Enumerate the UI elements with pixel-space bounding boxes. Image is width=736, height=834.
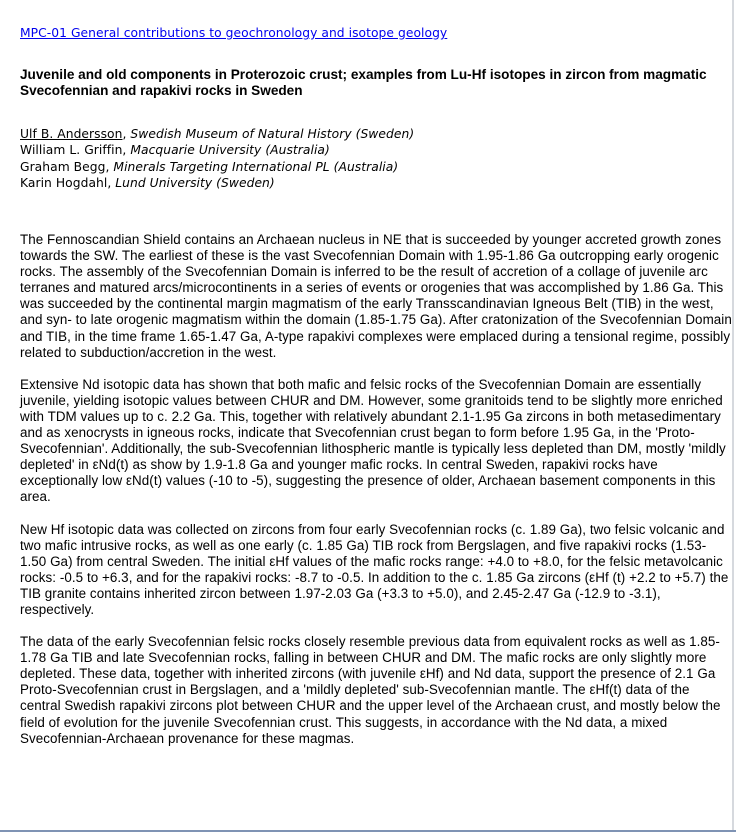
abstract-paragraph: The Fennoscandian Shield contains an Archaean nucleus in NE that is succeeded by younger accreted growth zones towards the SW. The earliest of these is the vast Svecofennian Domain with 1.95-1.86 Ga outcropping early orogenic rocks. The assembly of the Svecofennian Domain is inferred to be the result of accretion of a collage of juvenile arc terranes and matured arcs/microcontinents in a series of events or orogenies that was accomplished by 1.86 Ga. This was succeeded by the continental margin magmatism of the early Transscandinavian Igneous Belt (TIB) in the west, and syn- to late orogenic magmatism within the domain (1.85-1.75 Ga). After cratonization of the Svecofennian Domain and TIB, in the time frame 1.65-1.47 Ga, A-type rapakivi complexes were emplaced during a tensional regime, possibly related to subduction/accretion in the west. (20, 232, 732, 360)
author-entry (20, 175, 414, 191)
author-name-presenting: Ulf B. Andersson (20, 127, 123, 141)
abstract-body (20, 232, 732, 763)
author-entry (20, 126, 414, 142)
author-affiliation: Minerals Targeting International PL (Australia) (113, 159, 399, 174)
author-affiliation: Macquarie University (Australia) (130, 143, 330, 158)
author-name: Karin Hogdahl (20, 175, 108, 190)
abstract-title: Juvenile and old components in Proterozoic crust; examples from Lu-Hf isotopes in zircon from magmatic Svecofennian and rapakivi rocks in Sweden (20, 67, 707, 98)
author-name: William L. Griffin (20, 143, 123, 158)
author-affiliation: Swedish Museum of Natural History (Sweden) (130, 127, 415, 141)
author-separator: , (122, 127, 131, 141)
author-entry (20, 159, 414, 175)
author-separator: , (122, 143, 131, 158)
abstract-paragraph: New Hf isotopic data was collected on zircons from four early Svecofennian rocks (c. 1.89 Ga), two felsic volcanic and two mafic intrusive rocks, as well as one early (c. 1.85 Ga) TIB rock from Bergslagen, and five rapakivi rocks (1.53-1.50 Ga) from central Sweden. The initial εHf values of the mafic rocks range: +4.0 to +8.0, for the felsic metavolcanic rocks: -0.5 to +6.3, and for the rapakivi rocks: -8.7 to -0.5. In addition to the c. 1.85 Ga zircons (εHf (t) +2.2 to +5.7) the TIB granite contains inherited zircon between 1.97-2.03 Ga (+3.3 to +5.0), and 2.45-2.47 Ga (-12.9 to -3.1), respectively. (20, 521, 729, 617)
author-separator: , (107, 175, 116, 190)
abstract-paragraph: Extensive Nd isotopic data has shown that both mafic and felsic rocks of the Svecofennian Domain are essentially juvenile, yielding isotopic values between CHUR and DM. However, some granitoids tend to be slightly more enriched with TDM values up to c. 2.2 Ga. This, together with relatively abundant 2.1-1.95 Ga zircons in both metasedimentary and as xenocrysts in igneous rocks, indicate that Svecofennian crust began to form before 1.95 Ga, in the 'Proto-Svecofennian'. Additionally, the sub-Svecofennian lithospheric mantle is typically less depleted than DM, mostly 'mildly depleted' in εNd(t) as show by 1.9-1.8 Ga and younger mafic rocks. In central Sweden, rapakivi rocks have exceptionally low εNd(t) values (-10 to -5), suggesting the presence of older, Archaean basement components in this area. (20, 376, 726, 505)
bottom-divider (0, 830, 736, 832)
abstract-paragraph: The data of the early Svecofennian felsic rocks closely resemble previous data from equivalent rocks as well as 1.85-1.78 Ga TIB and late Svecofennian rocks, falling in between CHUR and DM. The mafic rocks are only slightly more depleted. These data, together with inherited zircons (with juvenile εHf) and Nd data, support the presence of 2.1 Ga Proto-Svecofennian crust in Bergslagen, and a 'mildly depleted' sub-Svecofennian mantle. The εHf(t) data of the central Swedish rapakivi zircons plot between CHUR and the upper level of the Archaean crust, and mostly below the field of evolution for the juvenile Svecofennian crust. This suggests, in accordance with the Nd data, a mixed Svecofennian-Archaean provenance for these magmas. (20, 634, 721, 746)
author-entry (20, 142, 414, 158)
session-link[interactable]: MPC-01 General contributions to geochronology and isotope geology (20, 26, 448, 40)
author-name: Graham Begg (20, 159, 106, 174)
author-separator: , (105, 159, 114, 174)
author-list (20, 126, 414, 191)
author-affiliation: Lund University (Sweden) (115, 175, 275, 190)
